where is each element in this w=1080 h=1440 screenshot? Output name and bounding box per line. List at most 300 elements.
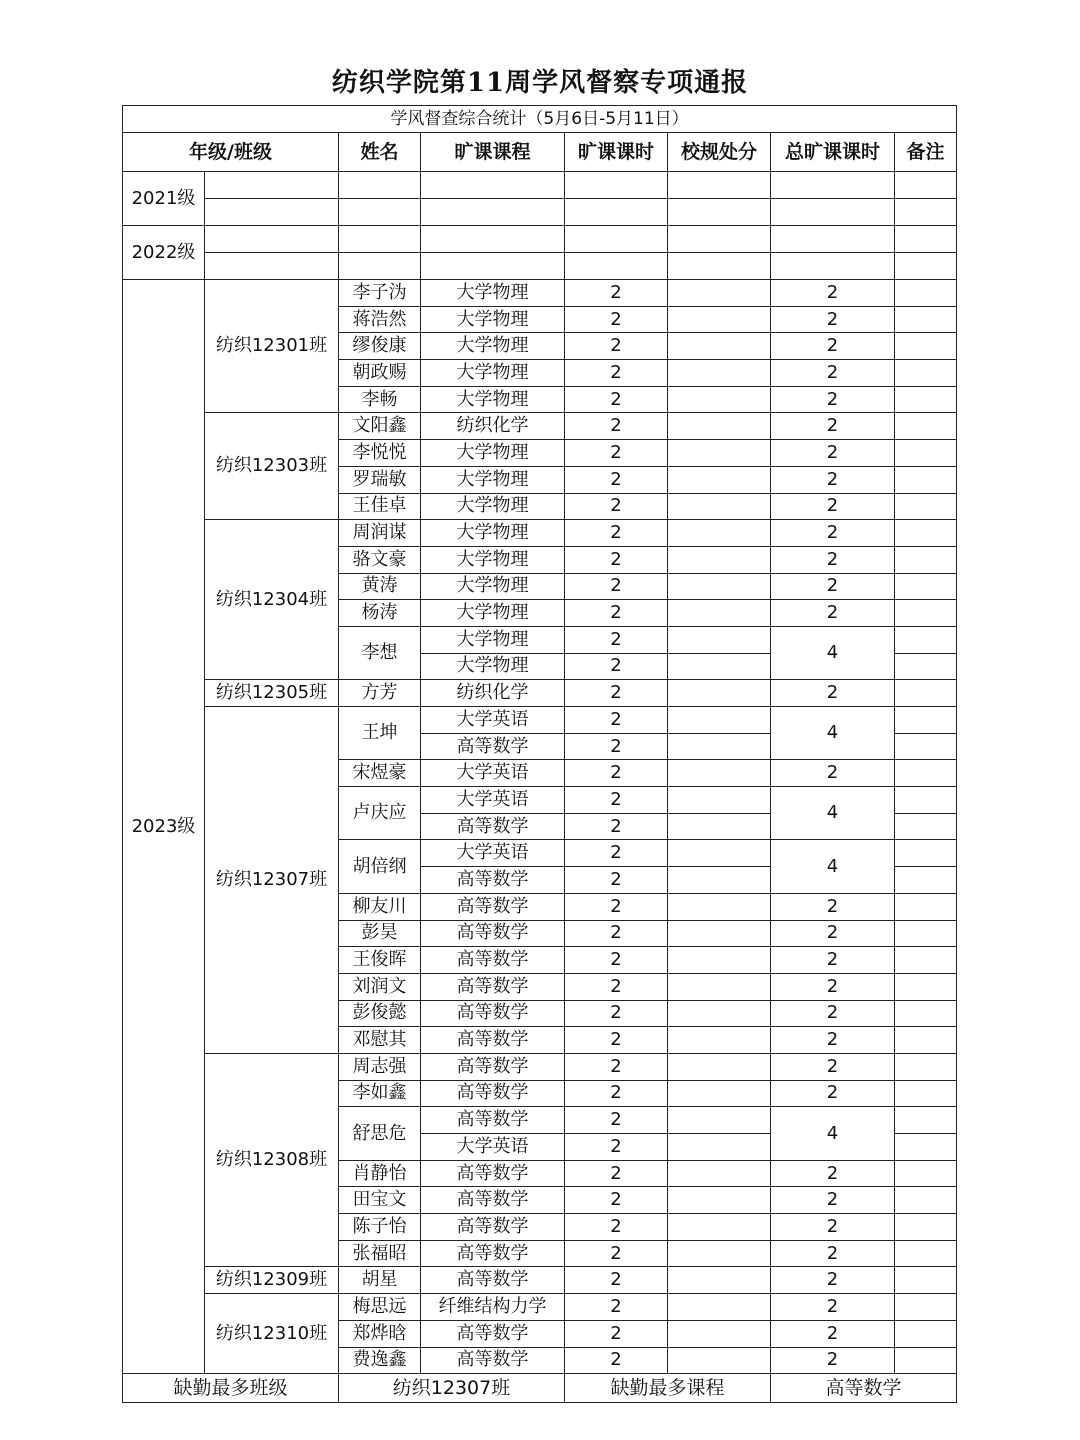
course-cell: 纤维结构力学 <box>421 1294 565 1321</box>
total-hours-cell: 4 <box>771 787 895 840</box>
total-hours-cell: 2 <box>771 280 895 307</box>
empty-row <box>123 253 957 280</box>
total-hours-cell: 2 <box>771 1160 895 1187</box>
header-hours: 旷课课时 <box>565 133 668 172</box>
empty-cell <box>205 199 339 226</box>
student-name: 舒思危 <box>339 1107 421 1160</box>
note-cell <box>895 1027 957 1054</box>
student-name: 田宝文 <box>339 1187 421 1214</box>
student-name: 文阳鑫 <box>339 413 421 440</box>
total-hours-cell: 2 <box>771 466 895 493</box>
student-name: 邓慰其 <box>339 1027 421 1054</box>
note-cell <box>895 1000 957 1027</box>
note-cell <box>895 920 957 947</box>
note-cell <box>895 1053 957 1080</box>
penalty-cell <box>668 1160 771 1187</box>
hours-cell: 2 <box>565 546 668 573</box>
hours-cell: 2 <box>565 707 668 734</box>
course-cell: 高等数学 <box>421 893 565 920</box>
table-row <box>123 520 957 547</box>
penalty-cell <box>668 600 771 627</box>
total-hours-cell: 2 <box>771 333 895 360</box>
hours-cell: 2 <box>565 947 668 974</box>
course-cell: 大学英语 <box>421 787 565 814</box>
note-cell <box>895 306 957 333</box>
note-cell <box>895 1134 957 1161</box>
course-cell: 高等数学 <box>421 947 565 974</box>
hours-cell: 2 <box>565 1000 668 1027</box>
total-hours-cell: 2 <box>771 1053 895 1080</box>
course-cell: 高等数学 <box>421 733 565 760</box>
class-cell: 纺织12303班 <box>205 413 339 520</box>
student-name: 宋煜豪 <box>339 760 421 787</box>
note-cell <box>895 280 957 307</box>
penalty-cell <box>668 1214 771 1241</box>
note-cell <box>895 653 957 680</box>
empty-cell <box>205 172 339 199</box>
course-cell: 大学物理 <box>421 360 565 387</box>
penalty-cell <box>668 653 771 680</box>
total-hours-cell: 2 <box>771 1214 895 1241</box>
hours-cell: 2 <box>565 760 668 787</box>
note-cell <box>895 840 957 867</box>
note-cell <box>895 813 957 840</box>
student-name: 骆文豪 <box>339 546 421 573</box>
empty-cell <box>565 199 668 226</box>
course-cell: 大学物理 <box>421 653 565 680</box>
penalty-cell <box>668 760 771 787</box>
note-cell <box>895 733 957 760</box>
note-cell <box>895 1107 957 1134</box>
course-cell: 高等数学 <box>421 920 565 947</box>
penalty-cell <box>668 1240 771 1267</box>
empty-cell <box>668 199 771 226</box>
total-hours-cell: 2 <box>771 493 895 520</box>
empty-cell <box>668 172 771 199</box>
hours-cell: 2 <box>565 333 668 360</box>
note-cell <box>895 707 957 734</box>
student-name: 王坤 <box>339 707 421 760</box>
note-cell <box>895 1320 957 1347</box>
empty-cell <box>565 253 668 280</box>
hours-cell: 2 <box>565 386 668 413</box>
hours-cell: 2 <box>565 840 668 867</box>
header-grade-class: 年级/班级 <box>123 133 339 172</box>
empty-cell <box>421 226 565 253</box>
table-body <box>123 106 957 1403</box>
table-row <box>123 680 957 707</box>
student-name: 肖静怡 <box>339 1160 421 1187</box>
course-cell: 高等数学 <box>421 1320 565 1347</box>
course-cell: 大学英语 <box>421 1134 565 1161</box>
course-cell: 高等数学 <box>421 1160 565 1187</box>
empty-cell <box>771 172 895 199</box>
student-name: 刘润文 <box>339 973 421 1000</box>
penalty-cell <box>668 306 771 333</box>
total-hours-cell: 2 <box>771 680 895 707</box>
hours-cell: 2 <box>565 600 668 627</box>
penalty-cell <box>668 440 771 467</box>
total-hours-cell: 2 <box>771 760 895 787</box>
hours-cell: 2 <box>565 413 668 440</box>
penalty-cell <box>668 1080 771 1107</box>
course-cell: 高等数学 <box>421 1187 565 1214</box>
student-name: 郑烨晗 <box>339 1320 421 1347</box>
total-hours-cell: 4 <box>771 1107 895 1160</box>
note-cell <box>895 626 957 653</box>
note-cell <box>895 760 957 787</box>
penalty-cell <box>668 1134 771 1161</box>
note-cell <box>895 1240 957 1267</box>
penalty-cell <box>668 333 771 360</box>
course-cell: 高等数学 <box>421 1000 565 1027</box>
note-cell <box>895 386 957 413</box>
empty-row <box>123 226 957 253</box>
note-cell <box>895 1347 957 1374</box>
student-name: 周润谋 <box>339 520 421 547</box>
student-name: 方芳 <box>339 680 421 707</box>
penalty-cell <box>668 360 771 387</box>
empty-row <box>123 172 957 199</box>
table-row <box>123 280 957 307</box>
header-name: 姓名 <box>339 133 421 172</box>
student-name: 胡倍纲 <box>339 840 421 893</box>
class-cell: 纺织12309班 <box>205 1267 339 1294</box>
total-hours-cell: 4 <box>771 626 895 679</box>
note-cell <box>895 573 957 600</box>
empty-cell <box>339 226 421 253</box>
total-hours-cell: 2 <box>771 1267 895 1294</box>
hours-cell: 2 <box>565 493 668 520</box>
penalty-cell <box>668 1053 771 1080</box>
note-cell <box>895 1160 957 1187</box>
total-hours-cell: 2 <box>771 1320 895 1347</box>
student-name: 黄涛 <box>339 573 421 600</box>
empty-cell <box>771 226 895 253</box>
student-name: 李子沩 <box>339 280 421 307</box>
penalty-cell <box>668 413 771 440</box>
penalty-cell <box>668 573 771 600</box>
course-cell: 大学物理 <box>421 493 565 520</box>
total-hours-cell: 2 <box>771 893 895 920</box>
penalty-cell <box>668 1347 771 1374</box>
note-cell <box>895 1294 957 1321</box>
hours-cell: 2 <box>565 920 668 947</box>
penalty-cell <box>668 1320 771 1347</box>
note-cell <box>895 413 957 440</box>
header-total: 总旷课课时 <box>771 133 895 172</box>
empty-cell <box>565 172 668 199</box>
table-row <box>123 707 957 734</box>
course-cell: 大学英语 <box>421 707 565 734</box>
total-hours-cell: 2 <box>771 1347 895 1374</box>
course-cell: 高等数学 <box>421 1267 565 1294</box>
empty-cell <box>668 226 771 253</box>
hours-cell: 2 <box>565 360 668 387</box>
note-cell <box>895 360 957 387</box>
course-cell: 大学物理 <box>421 440 565 467</box>
class-cell: 纺织12301班 <box>205 280 339 413</box>
class-cell: 纺织12307班 <box>205 707 339 1054</box>
note-cell <box>895 1267 957 1294</box>
penalty-cell <box>668 1027 771 1054</box>
hours-cell: 2 <box>565 573 668 600</box>
penalty-cell <box>668 280 771 307</box>
hours-cell: 2 <box>565 306 668 333</box>
total-hours-cell: 2 <box>771 413 895 440</box>
total-hours-cell: 2 <box>771 973 895 1000</box>
penalty-cell <box>668 733 771 760</box>
most-absent-course-value: 高等数学 <box>771 1374 957 1403</box>
empty-row <box>123 199 957 226</box>
note-cell <box>895 680 957 707</box>
penalty-cell <box>668 386 771 413</box>
hours-cell: 2 <box>565 973 668 1000</box>
note-cell <box>895 1080 957 1107</box>
hours-cell: 2 <box>565 1240 668 1267</box>
note-cell <box>895 466 957 493</box>
total-hours-cell: 2 <box>771 386 895 413</box>
student-name: 李悦悦 <box>339 440 421 467</box>
empty-cell <box>771 199 895 226</box>
total-hours-cell: 2 <box>771 947 895 974</box>
course-cell: 大学物理 <box>421 520 565 547</box>
student-name: 缪俊康 <box>339 333 421 360</box>
note-cell <box>895 520 957 547</box>
hours-cell: 2 <box>565 1320 668 1347</box>
empty-cell <box>339 253 421 280</box>
student-name: 彭昊 <box>339 920 421 947</box>
student-name: 费逸鑫 <box>339 1347 421 1374</box>
student-name: 柳友川 <box>339 893 421 920</box>
note-cell <box>895 787 957 814</box>
hours-cell: 2 <box>565 813 668 840</box>
course-cell: 纺织化学 <box>421 680 565 707</box>
course-cell: 高等数学 <box>421 1053 565 1080</box>
hours-cell: 2 <box>565 626 668 653</box>
course-cell: 高等数学 <box>421 1080 565 1107</box>
penalty-cell <box>668 947 771 974</box>
course-cell: 大学英语 <box>421 840 565 867</box>
student-name: 李如鑫 <box>339 1080 421 1107</box>
grade-cell: 2023级 <box>123 280 205 1374</box>
empty-cell <box>339 172 421 199</box>
total-hours-cell: 2 <box>771 1187 895 1214</box>
hours-cell: 2 <box>565 1214 668 1241</box>
penalty-cell <box>668 893 771 920</box>
hours-cell: 2 <box>565 1347 668 1374</box>
total-hours-cell: 2 <box>771 1294 895 1321</box>
most-absent-class-value: 纺织12307班 <box>339 1374 565 1403</box>
student-name: 梅思远 <box>339 1294 421 1321</box>
hours-cell: 2 <box>565 1080 668 1107</box>
course-cell: 大学物理 <box>421 546 565 573</box>
hours-cell: 2 <box>565 520 668 547</box>
course-cell: 大学物理 <box>421 280 565 307</box>
course-cell: 纺织化学 <box>421 413 565 440</box>
student-name: 陈子怡 <box>339 1214 421 1241</box>
penalty-cell <box>668 813 771 840</box>
course-cell: 大学物理 <box>421 600 565 627</box>
empty-cell <box>339 199 421 226</box>
student-name: 李畅 <box>339 386 421 413</box>
header-course: 旷课课程 <box>421 133 565 172</box>
note-cell <box>895 333 957 360</box>
student-name: 卢庆应 <box>339 787 421 840</box>
course-cell: 大学物理 <box>421 333 565 360</box>
hours-cell: 2 <box>565 653 668 680</box>
student-name: 蒋浩然 <box>339 306 421 333</box>
class-cell: 纺织12308班 <box>205 1053 339 1267</box>
student-name: 李想 <box>339 626 421 679</box>
report-title: 纺织学院第11周学风督察专项通报 <box>331 68 749 98</box>
hours-cell: 2 <box>565 1134 668 1161</box>
note-cell <box>895 1214 957 1241</box>
hours-cell: 2 <box>565 1160 668 1187</box>
course-cell: 高等数学 <box>421 1107 565 1134</box>
hours-cell: 2 <box>565 1187 668 1214</box>
student-name: 周志强 <box>339 1053 421 1080</box>
hours-cell: 2 <box>565 1107 668 1134</box>
course-cell: 高等数学 <box>421 973 565 1000</box>
penalty-cell <box>668 840 771 867</box>
hours-cell: 2 <box>565 466 668 493</box>
course-cell: 高等数学 <box>421 1214 565 1241</box>
hours-cell: 2 <box>565 1294 668 1321</box>
total-hours-cell: 2 <box>771 546 895 573</box>
student-name: 王佳卓 <box>339 493 421 520</box>
table-subtitle: 学风督查综合统计（5月6日-5月11日） <box>123 106 957 133</box>
penalty-cell <box>668 1107 771 1134</box>
most-absent-class-label: 缺勤最多班级 <box>123 1374 339 1403</box>
penalty-cell <box>668 520 771 547</box>
hours-cell: 2 <box>565 867 668 894</box>
empty-cell <box>895 253 957 280</box>
table-row <box>123 1267 957 1294</box>
student-name: 罗瑞敏 <box>339 466 421 493</box>
table-row <box>123 1294 957 1321</box>
empty-cell <box>421 253 565 280</box>
penalty-cell <box>668 1187 771 1214</box>
course-cell: 高等数学 <box>421 1347 565 1374</box>
note-cell <box>895 1187 957 1214</box>
hours-cell: 2 <box>565 787 668 814</box>
penalty-cell <box>668 973 771 1000</box>
class-cell: 纺织12305班 <box>205 680 339 707</box>
empty-cell <box>421 199 565 226</box>
note-cell <box>895 973 957 1000</box>
empty-cell <box>205 253 339 280</box>
class-cell: 纺织12310班 <box>205 1294 339 1374</box>
note-cell <box>895 493 957 520</box>
penalty-cell <box>668 787 771 814</box>
total-hours-cell: 2 <box>771 1240 895 1267</box>
penalty-cell <box>668 493 771 520</box>
note-cell <box>895 600 957 627</box>
hours-cell: 2 <box>565 733 668 760</box>
empty-cell <box>895 226 957 253</box>
table-row <box>123 1053 957 1080</box>
course-cell: 大学物理 <box>421 573 565 600</box>
penalty-cell <box>668 920 771 947</box>
total-hours-cell: 2 <box>771 520 895 547</box>
student-name: 胡星 <box>339 1267 421 1294</box>
total-hours-cell: 2 <box>771 1027 895 1054</box>
grade-cell: 2022级 <box>123 226 205 280</box>
note-cell <box>895 893 957 920</box>
student-name: 杨涛 <box>339 600 421 627</box>
class-cell: 纺织12304班 <box>205 520 339 680</box>
course-cell: 大学英语 <box>421 760 565 787</box>
student-name: 张福昭 <box>339 1240 421 1267</box>
hours-cell: 2 <box>565 680 668 707</box>
course-cell: 高等数学 <box>421 867 565 894</box>
empty-cell <box>895 199 957 226</box>
total-hours-cell: 2 <box>771 306 895 333</box>
course-cell: 大学物理 <box>421 306 565 333</box>
empty-cell <box>895 172 957 199</box>
empty-cell <box>565 226 668 253</box>
total-hours-cell: 2 <box>771 1080 895 1107</box>
total-hours-cell: 2 <box>771 1000 895 1027</box>
note-cell <box>895 947 957 974</box>
penalty-cell <box>668 466 771 493</box>
student-name: 朝政赐 <box>339 360 421 387</box>
empty-cell <box>668 253 771 280</box>
hours-cell: 2 <box>565 1027 668 1054</box>
attendance-table <box>122 105 957 1403</box>
most-absent-course-label: 缺勤最多课程 <box>565 1374 771 1403</box>
grade-cell: 2021级 <box>123 172 205 226</box>
hours-cell: 2 <box>565 1053 668 1080</box>
penalty-cell <box>668 867 771 894</box>
header-note: 备注 <box>895 133 957 172</box>
total-hours-cell: 2 <box>771 360 895 387</box>
student-name: 彭俊懿 <box>339 1000 421 1027</box>
course-cell: 大学物理 <box>421 386 565 413</box>
student-name: 王俊晖 <box>339 947 421 974</box>
note-cell <box>895 546 957 573</box>
penalty-cell <box>668 707 771 734</box>
total-hours-cell: 2 <box>771 573 895 600</box>
total-hours-cell: 2 <box>771 600 895 627</box>
hours-cell: 2 <box>565 440 668 467</box>
hours-cell: 2 <box>565 1267 668 1294</box>
note-cell <box>895 440 957 467</box>
summary-row <box>123 1374 957 1403</box>
total-hours-cell: 2 <box>771 920 895 947</box>
course-cell: 高等数学 <box>421 813 565 840</box>
course-cell: 高等数学 <box>421 1240 565 1267</box>
penalty-cell <box>668 1294 771 1321</box>
hours-cell: 2 <box>565 893 668 920</box>
penalty-cell <box>668 626 771 653</box>
course-cell: 大学物理 <box>421 466 565 493</box>
total-hours-cell: 2 <box>771 440 895 467</box>
note-cell <box>895 867 957 894</box>
penalty-cell <box>668 546 771 573</box>
total-hours-cell: 4 <box>771 840 895 893</box>
table-row <box>123 413 957 440</box>
course-cell: 大学物理 <box>421 626 565 653</box>
penalty-cell <box>668 1000 771 1027</box>
empty-cell <box>771 253 895 280</box>
penalty-cell <box>668 680 771 707</box>
empty-cell <box>205 226 339 253</box>
empty-cell <box>421 172 565 199</box>
header-penalty: 校规处分 <box>668 133 771 172</box>
hours-cell: 2 <box>565 280 668 307</box>
